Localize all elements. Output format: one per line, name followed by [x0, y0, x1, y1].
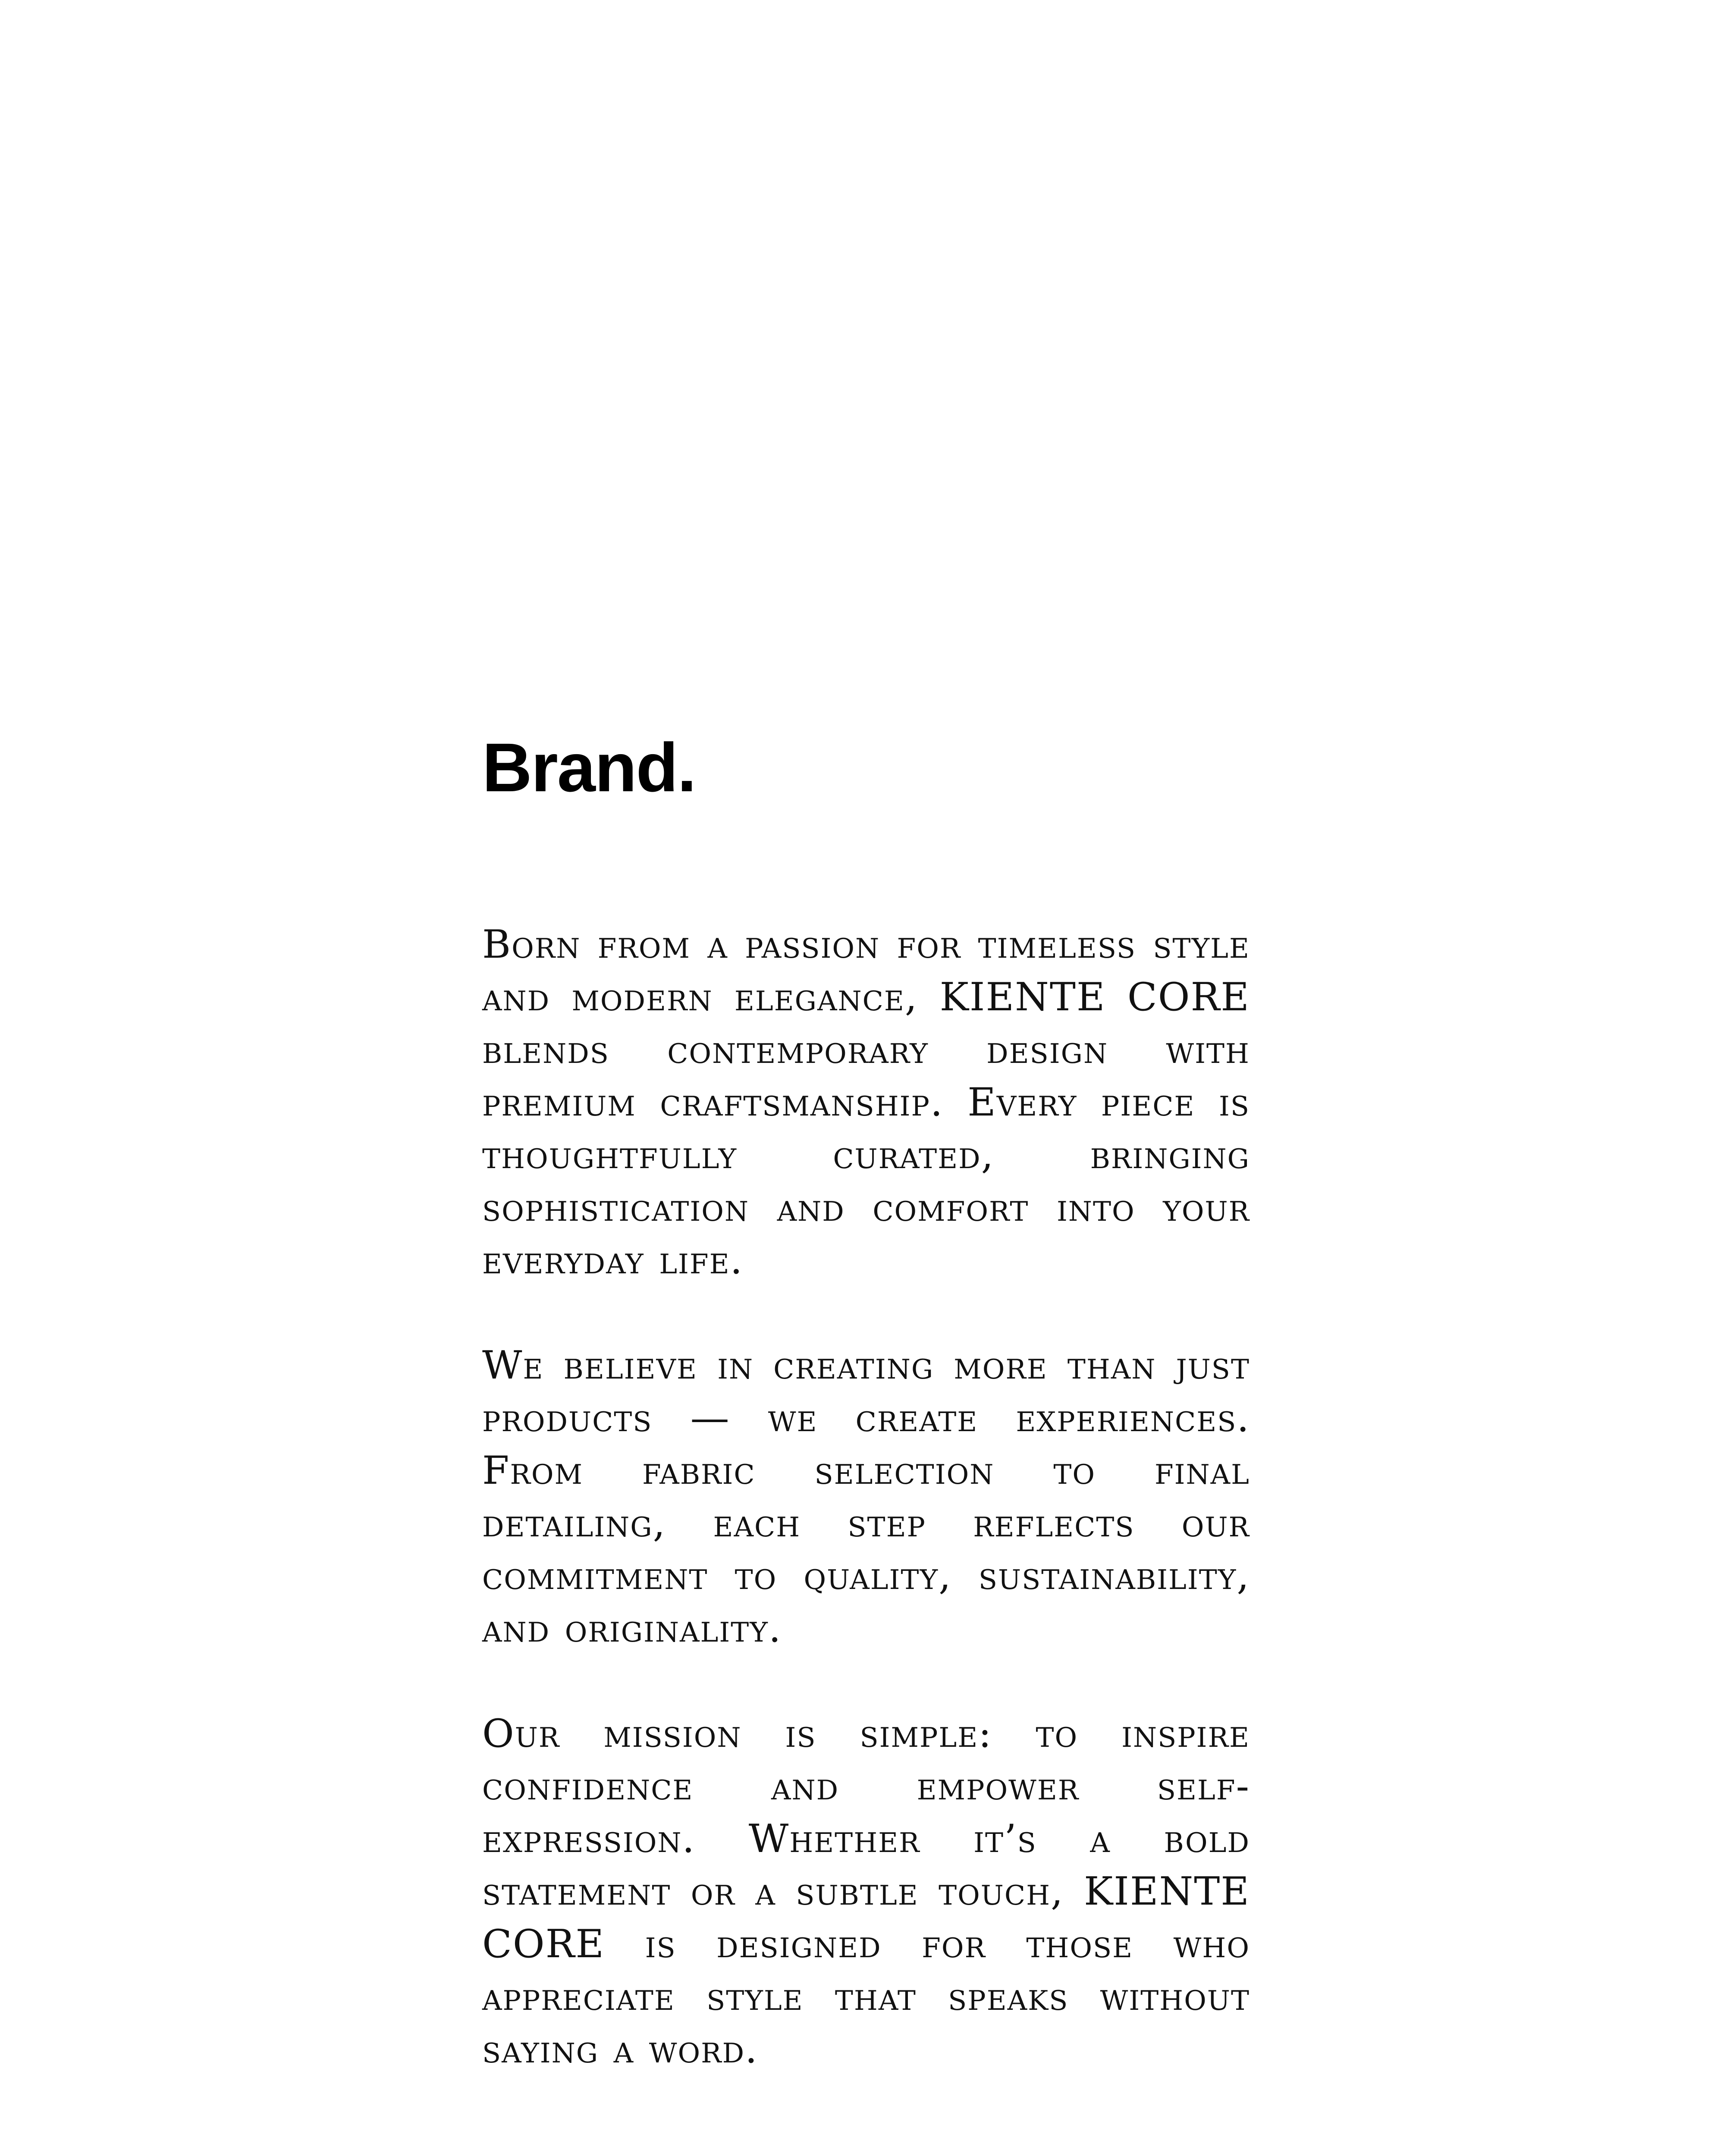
brand-section [482, 729, 1250, 2076]
paragraph-mission: Our mission is simple: to inspire confidence and empower self-expression. Whether it’s a bold statement or a subtle touch, KIENTE CORE is designed for those who appreciate style that speaks without saying a word. [482, 1711, 1250, 2072]
page-title: Brand. [482, 729, 696, 806]
body-text [482, 918, 1250, 2076]
paragraph-values: We believe in creating more than just products — we create experiences. From fabric selection to final detailing, each step reflects our commitment to quality, sustainability, and originality. [482, 1343, 1250, 1651]
paragraph-intro: Born from a passion for timeless style and modern elegance, KIENTE CORE blends contemporary design with premium craftsmanship. Every piece is thoughtfully curated, bringing sophistication and comfort into your everyday life. [482, 922, 1250, 1283]
